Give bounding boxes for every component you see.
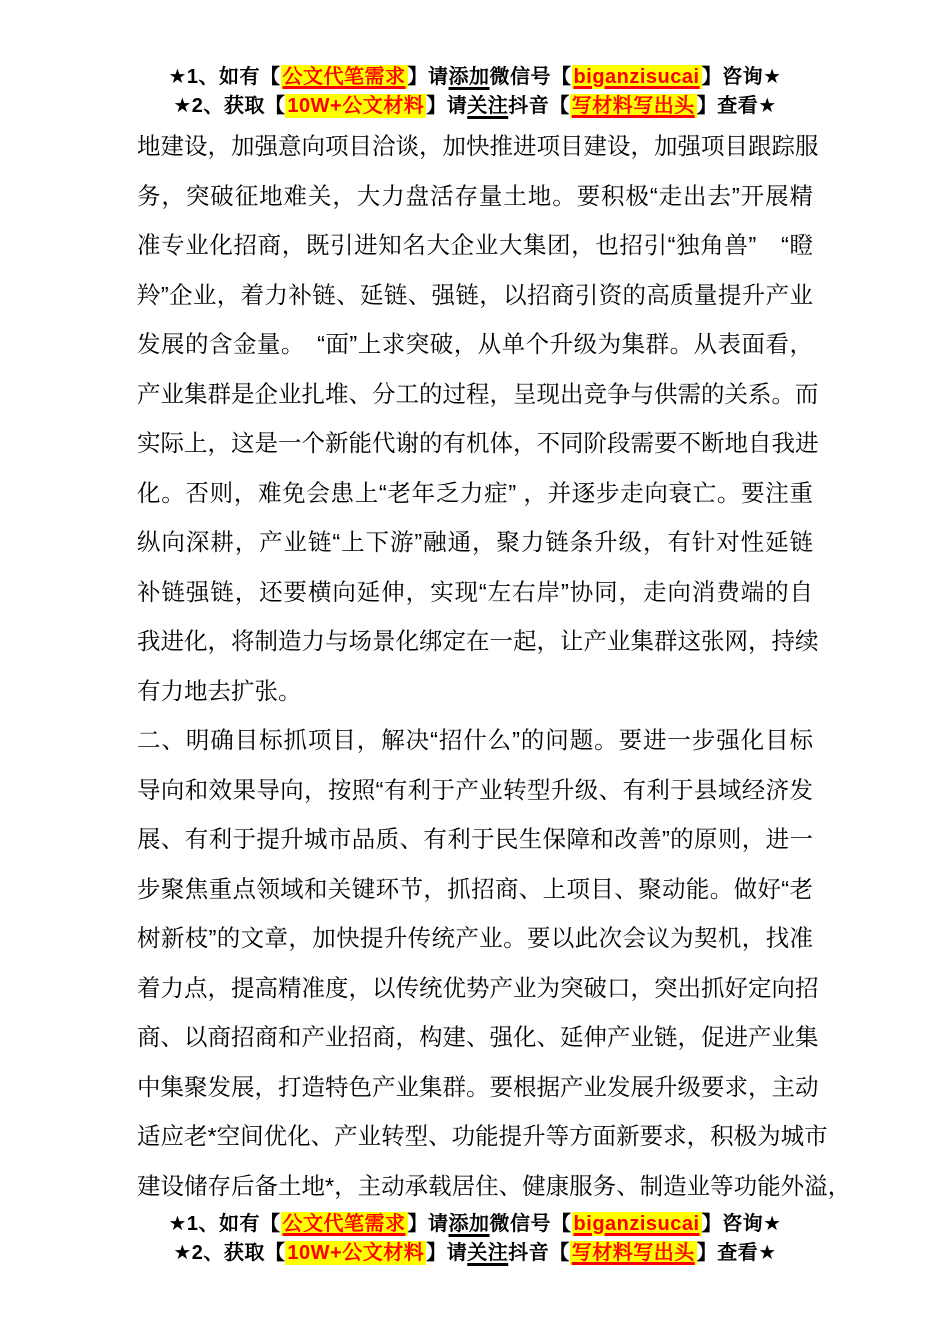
body-line: 展、有利于提升城市品质、有利于民生保障和改善”的原则，进一 [137,826,813,852]
douyin-account-name: 写材料写出头 [571,1242,695,1264]
body-line: 适应老*空间优化、产业转型、功能提升等方面新要求，积极为城市 [137,1123,828,1149]
body-line: 有力地去扩张。 [137,677,302,704]
promo-text: 抖音【 [508,95,570,117]
promo-text: 】查看★ [696,1242,777,1264]
promo-text: 】请 [407,66,449,88]
footer-promo-line-2 [0,1239,950,1268]
footer-promo-line-1 [0,1210,950,1239]
body-line: 发展的含金量。 “面”上求突破，从单个升级为集群。从表面看， [137,331,813,357]
action-follow-underlined: 关注 [467,1242,509,1264]
highlight-keyword-materials: 10W+公文材料 [287,1242,425,1264]
header-promo-line-2 [0,92,950,121]
body-line: 着力点，提高精准度，以传统优势产业为突破口，突出抓好定向招 [137,974,819,1001]
promo-text: 微信号【 [489,66,572,88]
wechat-id: biganzisucai [573,1213,700,1235]
promo-text: 】咨询★ [701,1213,782,1235]
header-promo-banner [0,63,950,121]
highlight-keyword-writing-service: 公文代笔需求 [282,66,406,88]
promo-text: 】请 [426,1242,468,1264]
body-paragraph [137,716,852,1211]
promo-text: 抖音【 [508,1242,570,1264]
highlight-keyword-materials: 10W+公文材料 [287,95,425,117]
body-line: 补链强链，还要横向延伸，实现“左右岸”协同，走向消费端的自 [137,578,813,605]
body-line: 导向和效果导向，按照“有利于产业转型升级、有利于县域经济发 [137,776,813,803]
body-line: 我进化，将制造力与场景化绑定在一起，让产业集群这张网，持续 [137,628,819,654]
promo-text: ★2、获取【 [173,95,286,117]
body-line: 地建设，加强意向项目洽谈，加快推进项目建设，加强项目跟踪服 [137,133,819,159]
promo-text: 微信号【 [489,1213,572,1235]
body-line: 产业集群是企业扎堆、分工的过程，呈现出竞争与供需的关系。而 [137,380,819,407]
body-line: 务，突破征地难关，大力盘活存量土地。要积极“走出去”开展精 [137,182,813,209]
body-line: 纵向深耕，产业链“上下游”融通，聚力链条升级，有针对性延链 [137,529,813,555]
action-follow-underlined: 关注 [467,95,509,117]
promo-text: 】请 [407,1213,449,1235]
body-line: 建设储存后备土地*，主动承载居住、健康服务、制造业等功能外溢， [137,1172,852,1199]
promo-text: ★1、如有【 [168,1213,281,1235]
body-line: 商、以商招商和产业招商，构建、强化、延伸产业链，促进产业集 [137,1024,819,1050]
douyin-account-name: 写材料写出头 [571,95,695,117]
body-line: 化。否则，难免会患上“老年乏力症” ，并逐步走向衰亡。要注重 [137,479,813,506]
action-add-underlined: 添加 [448,1213,490,1235]
wechat-id: biganzisucai [573,66,700,88]
body-line: 步聚焦重点领域和关键环节，抓招商、上项目、聚动能。做好“老 [137,875,813,902]
document-body-text [137,122,852,1211]
footer-promo-banner [0,1210,950,1268]
promo-text: ★2、获取【 [173,1242,286,1264]
body-paragraph [137,122,819,716]
promo-text: 】咨询★ [701,66,782,88]
promo-text: ★1、如有【 [168,66,281,88]
body-line: 树新枝”的文章，加快提升传统产业。要以此次会议为契机，找准 [137,925,813,951]
promo-text: 】请 [426,95,468,117]
body-line: 准专业化招商，既引进知名大企业大集团，也招引“独角兽” “瞪 [137,232,813,258]
body-line: 二、明确目标抓项目，解决“招什么”的问题。要进一步强化目标 [137,727,813,753]
body-line: 中集聚发展，打造特色产业集群。要根据产业发展升级要求，主动 [137,1073,819,1100]
header-promo-line-1 [0,63,950,92]
body-line: 羚”企业，着力补链、延链、强链，以招商引资的高质量提升产业 [137,281,813,308]
highlight-keyword-writing-service: 公文代笔需求 [282,1213,406,1235]
action-add-underlined: 添加 [448,66,490,88]
promo-text: 】查看★ [696,95,777,117]
body-line: 实际上，这是一个新能代谢的有机体，不同阶段需要不断地自我进 [137,430,819,456]
